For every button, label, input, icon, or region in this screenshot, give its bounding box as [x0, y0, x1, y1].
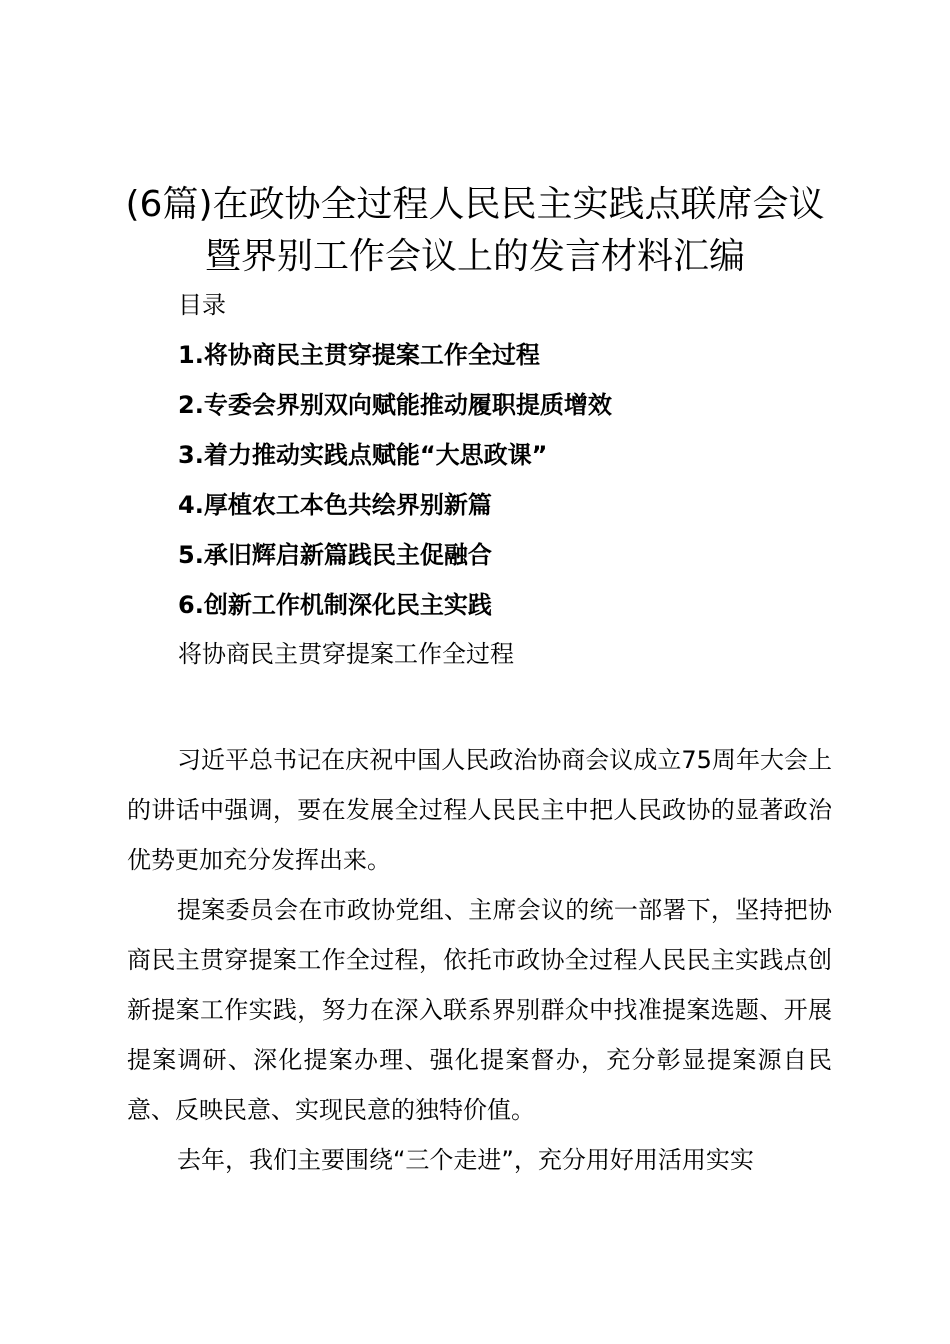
paragraph: 提案委员会在市政协党组、主席会议的统一部署下，坚持把协商民主贯穿提案工作全过程，依托市政协全过程人民民主实践点创新提案工作实践，努力在深入联系界别群众中找准提案选题、开展提案调研、深化提案办理、强化提案督办，充分彰显提案源自民意、反映民意、实现民意的独特价值。 [127, 896, 832, 1124]
paragraph: 习近平总书记在庆祝中国人民政治协商会议成立75周年大会上的讲话中强调，要在发展全过程人民民主中把人民政协的显著政治优势更加充分发挥出来。 [127, 746, 832, 874]
document-title-line-2: 暨界别工作会议上的发言材料汇编 [204, 236, 745, 277]
toc-item: 5.承旧辉启新篇践民主促融合 [178, 541, 492, 569]
body-text [127, 735, 832, 1185]
toc-item: 2.专委会界别双向赋能推动履职提质增效 [178, 391, 612, 419]
toc-item: 3.着力推动实践点赋能“大思政课” [178, 441, 548, 469]
section-heading: 将协商民主贯穿提案工作全过程 [178, 640, 514, 668]
paragraph: 去年，我们主要围绕“三个走进”，充分用好用活用实实 [177, 1146, 754, 1174]
toc-item: 1.将协商民主贯穿提案工作全过程 [178, 341, 540, 369]
document-title-line-1: (6篇)在政协全过程人民民主实践点联席会议 [125, 184, 825, 225]
table-of-contents [178, 338, 612, 638]
toc-item: 6.创新工作机制深化民主实践 [178, 591, 492, 619]
toc-item: 4.厚植农工本色共绘界别新篇 [178, 491, 492, 519]
toc-label: 目录 [178, 291, 226, 319]
